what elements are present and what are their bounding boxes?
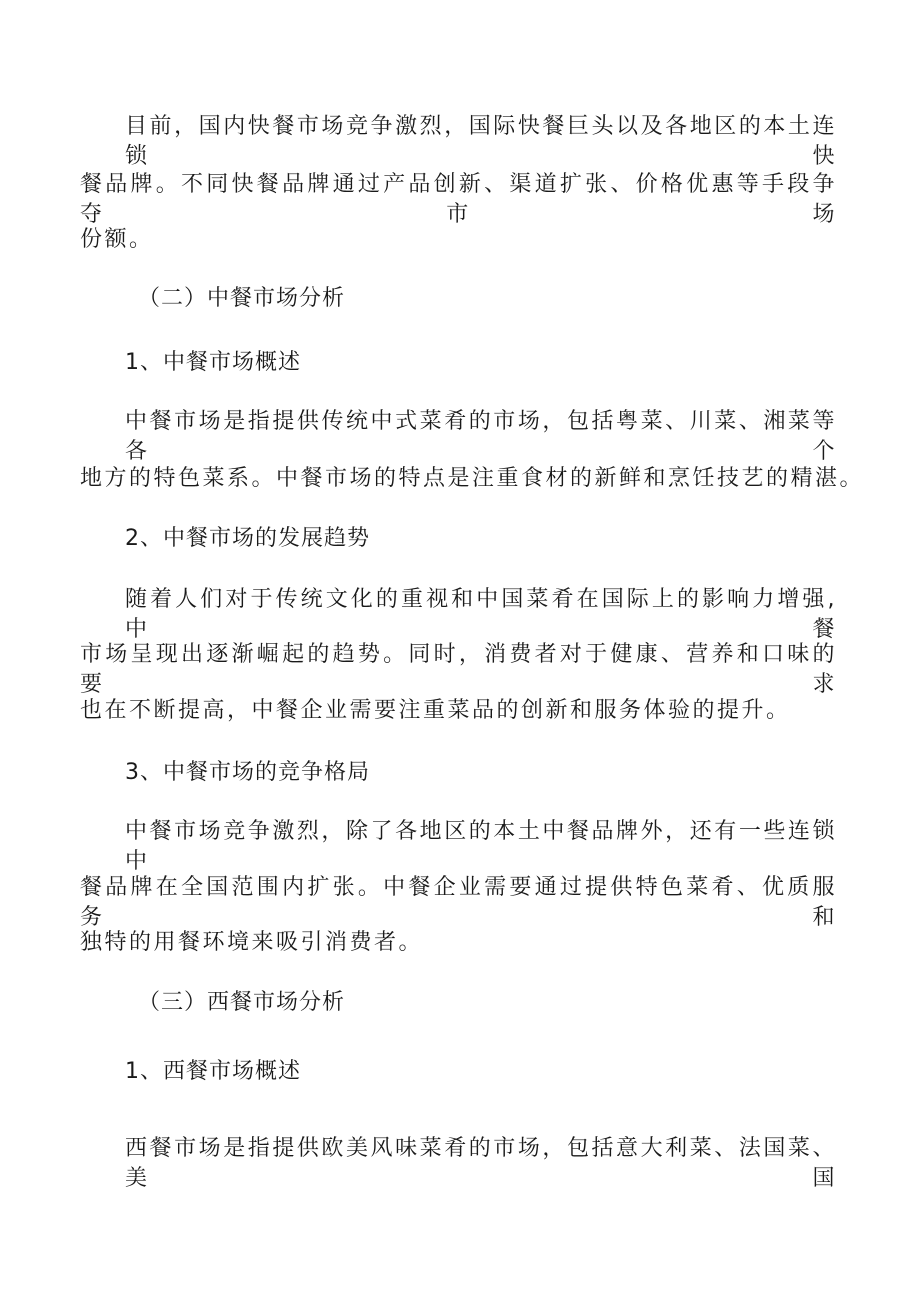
paragraph-line: 份额。 [80,227,154,252]
section-title: （三）西餐市场分析 [138,990,346,1015]
paragraph-line: 市场呈现出逐渐崛起的趋势。同时，消费者对于健康、营养和口味的要求 [80,642,837,697]
subsection-heading: 1、中餐市场概述 [125,350,301,375]
paragraph-line: 目前，国内快餐市场竞争激烈，国际快餐巨头以及各地区的本土连锁快 [125,114,837,169]
paragraph-line: 餐品牌在全国范围内扩张。中餐企业需要通过提供特色菜肴、优质服务和 [80,875,837,930]
subsection-heading: 2、中餐市场的发展趋势 [125,526,370,551]
paragraph-line: 也在不断提高，中餐企业需要注重菜品的创新和服务体验的提升。 [80,698,791,723]
paragraph-line: 西餐市场是指提供欧美风味菜肴的市场，包括意大利菜、法国菜、美国 [125,1136,837,1191]
paragraph-line: 中餐市场竞争激烈，除了各地区的本土中餐品牌外，还有一些连锁中 [125,819,837,874]
paragraph-line: 地方的特色菜系。中餐市场的特点是注重食材的新鲜和烹饪技艺的精湛。 [80,466,865,491]
paragraph-line: 随着人们对于传统文化的重视和中国菜肴在国际上的影响力增强,中餐 [125,587,837,642]
subsection-heading: 3、中餐市场的竞争格局 [125,760,370,785]
paragraph-line: 独特的用餐环境来吸引消费者。 [80,930,424,955]
section-title: （二）中餐市场分析 [138,286,346,311]
subsection-heading: 1、西餐市场概述 [125,1059,301,1084]
paragraph-line: 餐品牌。不同快餐品牌通过产品创新、渠道扩张、价格优惠等手段争夺市场 [80,172,837,227]
paragraph-line: 中餐市场是指提供传统中式菜肴的市场，包括粤菜、川菜、湘菜等各个 [125,409,837,464]
